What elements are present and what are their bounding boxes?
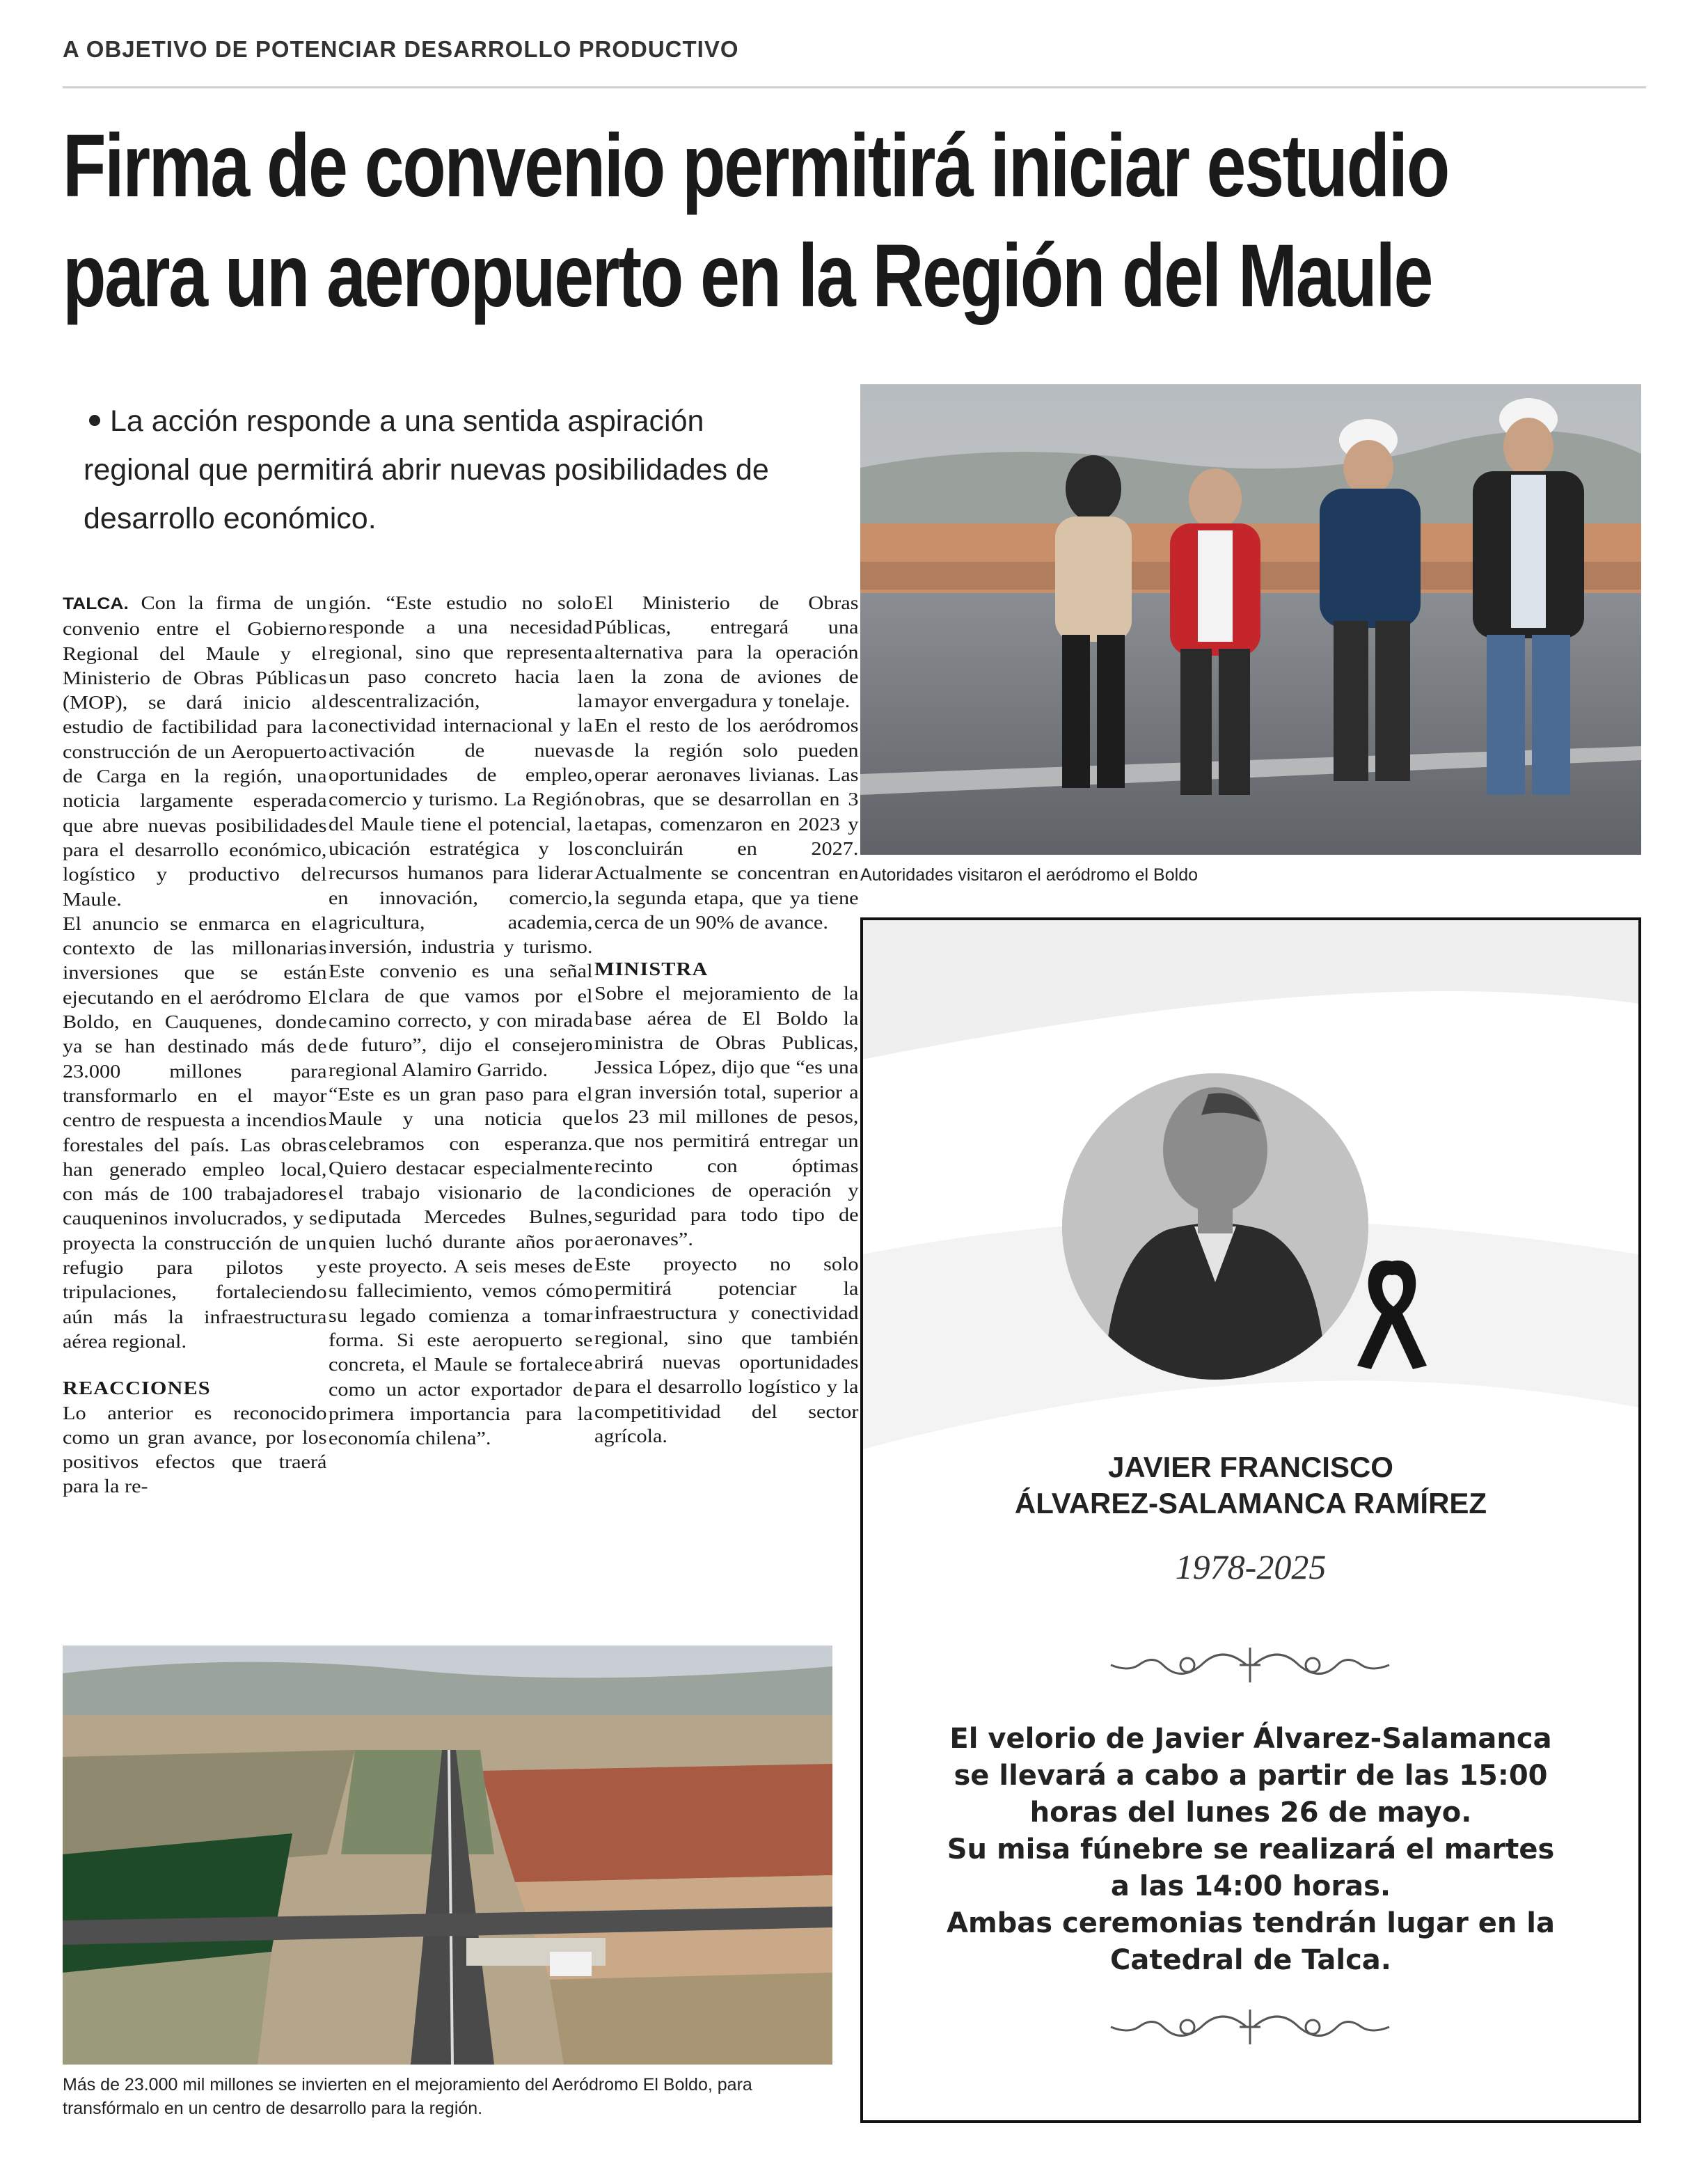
notice-line-2: se llevará a cabo a partir de las 15:00	[954, 1760, 1548, 1792]
deceased-name-line-1: JAVIER FRANCISCO	[1108, 1451, 1393, 1483]
life-years: 1978-2025	[1175, 1547, 1327, 1586]
bullet-icon	[89, 415, 100, 426]
subheading-ministra: MINISTRA	[594, 958, 709, 980]
deceased-name-line-2: ÁLVAREZ-SALAMANCA RAMÍREZ	[1014, 1487, 1487, 1520]
headline	[63, 111, 1448, 331]
article-column-2	[329, 590, 593, 1450]
article-paragraph: El anuncio se enmarca en el contexto de las millonarias inversiones que se están ejecutando en el aeródromo El Boldo, en Cauquenes, donde ya se han destinado más de 23.000 millones para transformarlo en el mayor centro de respuesta a incendios forestales del país. Las obras han generado empleo local, con más de 100 trabajadores cauqueninos involucrados, y se proyecta la construcción de un refugio para pilotos y tripulaciones, fortaleciendo aún más la infraestructura aérea regional.	[63, 912, 327, 1352]
aerial-aerodrome-photo	[63, 1646, 832, 2065]
headline-line-1: Firma de convenio permitirá iniciar estudio	[63, 116, 1448, 216]
article-paragraph: gión. “Este estudio no solo responde a una necesidad regional, sino que representa un paso concreto hacia la descentralización, la conectividad internacional y la activación de nuevas oportunidades de empleo, comercio y turismo. La Región del Maule tiene el potencial, la ubicación estratégica y los recursos humanos para liderar en innovación, comercio, agricultura, academia, inversión, industria y turismo. Este convenio es una señal clara de que vamos por el camino correcto, y con mirada de futuro”, dijo el consejero regional Alamiro Garrido.	[329, 592, 593, 1080]
article-paragraph: En el resto de los aeródromos de la región solo pueden operar aeronaves livianas. Las obras, que se desarrollan en 3 etapas, comenzaron en 2023 y concluirán en 2027. Actualmente se concentran en la segunda etapa, que ya tiene cerca de un 90% de avance.	[594, 714, 859, 933]
subheading-reacciones: REACCIONES	[63, 1377, 211, 1399]
article-paragraph: Lo anterior es reconocido como un gran avance, por los positivos efectos que traerá para la re-	[63, 1401, 327, 1497]
lead-paragraph	[84, 397, 800, 543]
dateline: TALCA.	[63, 594, 129, 613]
notice-line-7: Catedral de Talca.	[1109, 1944, 1391, 1976]
notice-line-3: horas del lunes 26 de mayo.	[1029, 1797, 1472, 1829]
section-kicker: A OBJETIVO DE POTENCIAR DESARROLLO PRODUCTIVO	[63, 36, 739, 62]
article-paragraph: El Ministerio de Obras Públicas, entregará una alternativa para la operación en la zona de aviones de mayor envergadura y tonelaje.	[594, 592, 859, 712]
top-photo-caption: Autoridades visitaron el aeródromo el Boldo	[860, 865, 1198, 885]
notice-line-6: Ambas ceremonias tendrán lugar en la	[947, 1907, 1555, 1939]
article-paragraph: Con la firma de un convenio entre el Gobierno Regional del Maule y el Ministerio de Obras Públicas (MOP), se dará inicio al estudio de factibilidad para la construcción de un Aeropuerto de Carga en la región, una noticia largamente esperada que abre nuevas posibilidades para el desarrollo económico, logístico y productivo del Maule.	[63, 592, 327, 910]
obituary-notice	[860, 917, 1641, 2123]
notice-line-1: El velorio de Javier Álvarez-Salamanca	[949, 1723, 1552, 1755]
article-column-3	[594, 590, 859, 1448]
kicker-divider	[63, 86, 1646, 88]
notice-line-5: a las 14:00 horas.	[1110, 1870, 1391, 1902]
mourning-ribbon-icon	[1350, 1247, 1434, 1373]
ornament-top-icon	[1097, 1644, 1403, 1686]
authorities-photo	[860, 384, 1641, 855]
portrait-photo	[1062, 1073, 1368, 1380]
ornament-bottom-icon	[1097, 2006, 1403, 2048]
article-paragraph: Este proyecto no solo permitirá potenciar la infraestructura y conectividad regional, sino que también abrirá nuevas oportunidades para el desarrollo logístico y la competitividad del sector agrícola.	[594, 1252, 859, 1446]
aerial-photo-caption: Más de 23.000 mil millones se invierten en el mejoramiento del Aeródromo El Boldo, para transfórmalo en un centro de desarrollo para la región.	[63, 2075, 752, 2118]
lead-text: La acción responde a una sentida aspiración regional que permitirá abrir nuevas posibilidades de desarrollo económico.	[84, 404, 769, 535]
notice-line-4: Su misa fúnebre se realizará el martes	[947, 1833, 1555, 1865]
headline-line-2: para un aeropuerto en la Región del Maule	[63, 226, 1432, 326]
article-paragraph: “Este es un gran paso para el Maule y una noticia que celebramos con esperanza. Quiero destacar especialmente el trabajo visionario de la diputada Mercedes Bulnes, quien luchó durante años por este proyecto. A seis meses de su fallecimiento, vemos cómo su legado comienza a tomar forma. Si este aeropuerto se concreta, el Maule se fortalece como un actor exportador de primera importancia para la economía chilena”.	[329, 1082, 593, 1449]
article-column-1	[63, 590, 327, 1499]
article-paragraph: Sobre el mejoramiento de la base aérea de El Boldo la ministra de Obras Publicas, Jessica López, dijo que “es una gran inversión total, superior a los 23 mil millones de pesos, que nos permitirá entregar un recinto con óptimas condiciones de operación y seguridad para todo tipo de aeronaves”.	[594, 982, 859, 1250]
